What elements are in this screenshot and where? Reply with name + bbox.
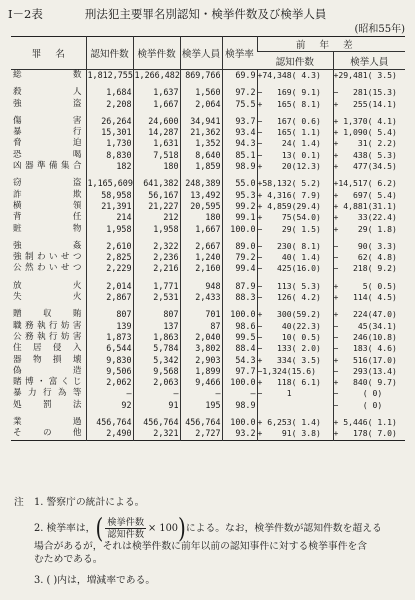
- cell-diff-rec: −1,324(15.6): [257, 366, 333, 377]
- table-row: [11, 241, 405, 252]
- note-2-line3: むためである。: [34, 554, 103, 565]
- crime-name: 賍物: [13, 223, 82, 234]
- cell-rate: 98.9: [222, 161, 257, 172]
- cell-rate: 93.4: [222, 127, 257, 138]
- crime-name: 住居侵入: [13, 343, 82, 354]
- crime-name: その他: [13, 428, 82, 439]
- note-2-tail: による。なお，検挙件数が認知件数を超える: [185, 523, 382, 534]
- cell-persons: 2,064: [180, 99, 222, 110]
- cell-diff-rec: + 4,316( 7.9): [257, 190, 333, 201]
- cell-recognized: 1,812,755: [87, 70, 133, 80]
- crime-name: 処罰法: [13, 399, 82, 410]
- cell-persons: 1,560: [180, 87, 222, 98]
- cell-cleared: 1,863: [133, 332, 180, 343]
- cell-recognized: 214: [86, 212, 133, 223]
- table-row: [11, 366, 405, 377]
- table-row: [11, 99, 405, 110]
- note-2-line2: 場合があるが，それは検挙件数に前年以前の認知事件に対する検挙事件を含: [34, 541, 368, 552]
- cell-rate: 100.0: [222, 224, 257, 235]
- cell-recognized: 456,764: [86, 417, 133, 428]
- cell-persons: 456,764: [180, 417, 222, 428]
- cell-rate: 99.2: [222, 201, 257, 212]
- crime-name: 放火: [13, 280, 82, 291]
- cell-diff-rec: + 75(54.0): [257, 212, 333, 223]
- table-title: [8, 6, 408, 24]
- cell-diff-rec: + 300(59.2): [257, 309, 333, 320]
- crime-name: 脅迫: [13, 138, 82, 149]
- table-row: [11, 281, 405, 292]
- cell-cleared: 807: [133, 309, 180, 320]
- cell-cleared: 180: [133, 161, 180, 172]
- cell-diff-rec: − 29( 1.5): [257, 224, 333, 235]
- cell-diff-per: + 255(14.1): [333, 99, 405, 110]
- cell-diff-rec: − 169( 9.1): [257, 87, 333, 98]
- cell-persons: 87: [180, 321, 222, 332]
- crime-name: 暴力行為等: [13, 388, 82, 399]
- cell-cleared: 2,063: [133, 377, 180, 388]
- crime-name: 総数: [13, 70, 82, 80]
- cell-persons: 21,362: [180, 127, 222, 138]
- cell-persons: 1,859: [180, 161, 222, 172]
- table-row: [11, 332, 405, 343]
- crime-name: 凶器準備集合: [13, 161, 82, 172]
- table-row: [11, 377, 405, 388]
- cell-diff-per: + 5,446( 1.1): [333, 417, 405, 428]
- crime-name: 強姦: [13, 240, 82, 251]
- cell-persons: 2,903: [180, 355, 222, 366]
- table-body: [11, 70, 405, 441]
- header-persons: 検挙人員: [180, 37, 222, 70]
- cell-recognized: 2,062: [86, 377, 133, 388]
- cell-cleared: 5,784: [133, 343, 180, 354]
- crime-name: 器物損壊: [13, 354, 82, 365]
- cell-persons: 180: [180, 212, 222, 223]
- table-row: [11, 161, 405, 172]
- cell-cleared: 456,764: [133, 417, 180, 428]
- cell-diff-rec: + 6,253( 1.4): [257, 417, 333, 428]
- table-row: [11, 292, 405, 303]
- cell-rate: 99.5: [222, 332, 257, 343]
- cell-diff-per: − ( 0): [333, 388, 405, 399]
- cell-rate: 85.1: [222, 150, 257, 161]
- crime-name: 失火: [13, 292, 82, 303]
- cell-rate: 88.3: [222, 292, 257, 303]
- cell-rate: 79.2: [222, 252, 257, 263]
- table-row: [11, 212, 405, 223]
- cell-diff-rec: + 4,859(29.4): [257, 201, 333, 212]
- header-prev-recognized: 認知件数: [257, 52, 333, 70]
- cell-diff-rec: − 167( 0.6): [257, 116, 333, 127]
- table-row: [11, 190, 405, 201]
- table-row: [11, 388, 405, 399]
- header-crime: 罪名: [11, 37, 86, 70]
- cell-rate: 93.7: [222, 116, 257, 127]
- cell-diff-per: + 840( 9.7): [333, 377, 405, 388]
- cell-diff-per: + 1,090( 5.4): [333, 127, 405, 138]
- crime-name: 公務執行妨害: [13, 331, 82, 342]
- cell-cleared: 1,637: [133, 87, 180, 98]
- cell-persons: 869,766: [180, 70, 222, 82]
- cell-rate: 89.0: [222, 241, 257, 252]
- cell-diff-rec: + 165( 8.1): [257, 99, 333, 110]
- cell-rate: 87.9: [222, 281, 257, 292]
- cell-persons: 9,466: [180, 377, 222, 388]
- cell-recognized: 1,165,609: [87, 178, 133, 189]
- cell-diff-rec: + 20(12.3): [257, 161, 333, 172]
- table-row: [11, 150, 405, 161]
- cell-diff-rec: − 425(16.0): [257, 263, 333, 274]
- cell-persons: 948: [180, 281, 222, 292]
- cell-recognized: 2,014: [86, 281, 133, 292]
- table-row: [11, 252, 405, 263]
- cell-rate: 99.1: [222, 212, 257, 223]
- cell-persons: 20,595: [180, 201, 222, 212]
- cell-cleared: —: [133, 388, 180, 399]
- cell-recognized: 15,301: [86, 127, 133, 138]
- cell-cleared: 21,227: [133, 201, 180, 212]
- cell-diff-per: + 5( 0.5): [333, 281, 405, 292]
- cell-persons: 2,727: [180, 428, 222, 440]
- note-1: 1. 警察庁の統計による。: [34, 497, 145, 508]
- formula-denominator: 認知件数: [107, 529, 145, 540]
- table-row: [11, 355, 405, 366]
- cell-recognized: 2,825: [86, 252, 133, 263]
- cell-cleared: 2,216: [133, 263, 180, 274]
- header-prev-year: 前年差: [257, 37, 405, 52]
- cell-rate: 100.0: [222, 377, 257, 388]
- cell-diff-rec: − 113( 5.3): [257, 281, 333, 292]
- cell-diff-per: + 516(17.0): [333, 355, 405, 366]
- cell-cleared: 7,518: [133, 150, 180, 161]
- cell-diff-per: + 29( 1.8): [333, 224, 405, 235]
- table-title-text: 刑法犯主要罪名別認知・検挙件数及び検挙人員: [84, 7, 327, 21]
- cell-diff-per: − 45(34.1): [333, 321, 405, 332]
- cell-recognized: 2,490: [86, 428, 133, 440]
- table-row: [11, 87, 405, 98]
- table-row: [11, 178, 405, 189]
- table-row: [11, 428, 405, 440]
- rate-formula: [105, 517, 146, 540]
- cell-diff-rec: − 40( 1.4): [257, 252, 333, 263]
- table-row: [11, 116, 405, 127]
- cell-diff-per: + 1,370( 4.1): [333, 116, 405, 127]
- cell-diff-rec: + 118( 6.1): [257, 377, 333, 388]
- cell-rate: 97.7: [222, 366, 257, 377]
- cell-diff-rec: − 126( 4.2): [257, 292, 333, 303]
- cell-cleared: 1,771: [133, 281, 180, 292]
- cell-cleared: 1,631: [133, 138, 180, 149]
- cell-rate: 69.9: [222, 70, 257, 82]
- cell-persons: —: [180, 388, 222, 399]
- header-rate: 検挙率: [222, 37, 257, 70]
- cell-cleared: 2,236: [133, 252, 180, 263]
- cell-persons: 2,040: [180, 332, 222, 343]
- note-2-lead: 2. 検挙率は，: [34, 523, 96, 534]
- crime-name: 背任: [13, 212, 82, 223]
- cell-cleared: 2,531: [133, 292, 180, 303]
- table-row: [11, 309, 405, 320]
- cell-diff-per: − 218( 9.2): [333, 263, 405, 274]
- cell-diff-rec: − 230( 8.1): [257, 241, 333, 252]
- cell-cleared: 5,342: [133, 355, 180, 366]
- note-3: 3. ( )内は，増減率である。: [34, 575, 156, 586]
- cell-recognized: 21,391: [86, 201, 133, 212]
- crime-name: 偽造: [13, 365, 82, 376]
- cell-persons: 195: [180, 400, 222, 411]
- cell-persons: 34,941: [180, 116, 222, 127]
- cell-persons: 3,802: [180, 343, 222, 354]
- crime-name: 業過: [13, 417, 82, 428]
- cell-diff-per: + 4,881(31.1): [333, 201, 405, 212]
- cell-rate: 94.3: [222, 138, 257, 149]
- crime-name: 窃盗: [13, 178, 82, 189]
- cell-rate: 55.0: [222, 178, 257, 189]
- cell-recognized: 1,873: [86, 332, 133, 343]
- cell-persons: 701: [180, 309, 222, 320]
- cell-recognized: 2,610: [86, 241, 133, 252]
- cell-diff-per: + 224(47.0): [333, 309, 405, 320]
- table-row: [11, 127, 405, 138]
- cell-diff-rec: +74,348( 4.3): [257, 70, 333, 82]
- cell-recognized: 807: [86, 309, 133, 320]
- header-recognized: 認知件数: [86, 37, 133, 70]
- cell-recognized: 2,229: [86, 263, 133, 274]
- cell-diff-per: +14,517( 6.2): [333, 178, 405, 189]
- cell-diff-rec: − 133( 2.0): [257, 343, 333, 354]
- cell-rate: 75.5: [222, 99, 257, 110]
- crime-name: 恐喝: [13, 149, 82, 160]
- crime-name: 殺人: [13, 87, 82, 98]
- cell-rate: 99.4: [222, 263, 257, 274]
- table-row: [11, 224, 405, 235]
- table-row: [11, 343, 405, 354]
- header-prev-persons: 検挙人員: [333, 52, 405, 70]
- cell-diff-rec: [257, 400, 333, 411]
- cell-rate: 54.3: [222, 355, 257, 366]
- cell-rate: 100.0: [222, 417, 257, 428]
- table-row: [11, 263, 405, 274]
- cell-persons: 1,240: [180, 252, 222, 263]
- formula-numerator: 検挙件数: [107, 517, 145, 528]
- cell-diff-rec: − 10( 0.5): [257, 332, 333, 343]
- formula-multiplier: × 100: [148, 523, 179, 534]
- cell-persons: 2,160: [180, 263, 222, 274]
- table-row: [11, 417, 405, 428]
- cell-cleared: 56,167: [133, 190, 180, 201]
- cell-persons: 1,352: [180, 138, 222, 149]
- cell-rate: 93.2: [222, 428, 257, 440]
- notes-tag: 注: [14, 497, 24, 508]
- crime-name: 強制わいせつ: [13, 252, 82, 263]
- crime-name: 強盗: [13, 98, 82, 109]
- cell-rate: 98.6: [222, 321, 257, 332]
- cell-diff-rec: − 13( 0.1): [257, 150, 333, 161]
- table-number: I－2表: [8, 7, 43, 21]
- table-row: [11, 400, 405, 411]
- cell-rate: 88.4: [222, 343, 257, 354]
- cell-cleared: 1,958: [133, 224, 180, 235]
- cell-cleared: 14,287: [133, 127, 180, 138]
- table-row: [11, 138, 405, 149]
- table-row: [11, 321, 405, 332]
- cell-diff-per: − ( 0): [333, 400, 405, 411]
- cell-diff-per: +29,481( 3.5): [333, 70, 405, 82]
- cell-recognized: 2,867: [86, 292, 133, 303]
- cell-recognized: 26,264: [86, 116, 133, 127]
- cell-recognized: 1,684: [86, 87, 133, 98]
- cell-persons: 1,899: [180, 366, 222, 377]
- cell-persons: 2,667: [180, 241, 222, 252]
- cell-diff-per: − 293(13.4): [333, 366, 405, 377]
- crime-name: 傷害: [13, 115, 82, 126]
- cell-diff-per: + 31( 2.2): [333, 138, 405, 149]
- cell-cleared: 24,600: [133, 116, 180, 127]
- cell-diff-per: + 114( 4.5): [333, 292, 405, 303]
- cell-persons: 1,667: [180, 224, 222, 235]
- cell-recognized: 9,830: [86, 355, 133, 366]
- cell-cleared: 9,568: [133, 366, 180, 377]
- cell-recognized: 1,730: [86, 138, 133, 149]
- crime-name: 詐欺: [13, 189, 82, 200]
- cell-diff-rec: − 1: [257, 388, 333, 399]
- cell-diff-per: + 477(34.5): [333, 161, 405, 172]
- crime-statistics-table: [11, 36, 405, 441]
- crime-name: 暴行: [13, 127, 82, 138]
- header-cleared: 検挙件数: [133, 37, 180, 70]
- cell-diff-rec: − 24( 1.4): [257, 138, 333, 149]
- cell-rate: 97.2: [222, 87, 257, 98]
- cell-cleared: 212: [133, 212, 180, 223]
- cell-recognized: 8,830: [86, 150, 133, 161]
- cell-recognized: 6,544: [86, 343, 133, 354]
- crime-name: 公然わいせつ: [13, 263, 82, 274]
- cell-diff-per: − 62( 4.8): [333, 252, 405, 263]
- cell-cleared: 2,321: [133, 428, 180, 440]
- cell-diff-rec: − 165( 1.1): [257, 127, 333, 138]
- cell-diff-rec: +58,132( 5.2): [257, 178, 333, 189]
- cell-persons: 8,640: [180, 150, 222, 161]
- cell-diff-per: + 697( 5.4): [333, 190, 405, 201]
- cell-recognized: 139: [86, 321, 133, 332]
- cell-recognized: 2,208: [86, 99, 133, 110]
- year-note: (昭和55年): [354, 24, 405, 35]
- cell-recognized: 182: [86, 161, 133, 172]
- cell-cleared: 641,382: [133, 178, 180, 189]
- cell-rate: 100.0: [222, 309, 257, 320]
- cell-cleared: 137: [133, 321, 180, 332]
- cell-rate: 98.9: [222, 400, 257, 411]
- cell-cleared: 91: [133, 400, 180, 411]
- cell-recognized: 9,506: [86, 366, 133, 377]
- cell-diff-per: − 183( 4.6): [333, 343, 405, 354]
- cell-persons: 2,433: [180, 292, 222, 303]
- cell-recognized: 92: [86, 400, 133, 411]
- cell-recognized: —: [86, 388, 133, 399]
- cell-cleared: 2,322: [133, 241, 180, 252]
- table-row: [11, 201, 405, 212]
- cell-persons: 248,389: [180, 178, 222, 189]
- table-row: [11, 70, 405, 82]
- crime-name: 贈収賄: [13, 309, 82, 320]
- cell-diff-per: + 178( 7.0): [333, 428, 405, 440]
- cell-diff-rec: − 40(22.3): [257, 321, 333, 332]
- cell-cleared: 1,667: [133, 99, 180, 110]
- cell-cleared: 1,266,482: [134, 70, 180, 80]
- crime-name: 職務執行妨害: [13, 320, 82, 331]
- cell-diff-per: − 246(10.8): [333, 332, 405, 343]
- cell-diff-rec: + 91( 3.8): [257, 428, 333, 440]
- cell-recognized: 58,958: [86, 190, 133, 201]
- cell-diff-per: + 33(22.4): [333, 212, 405, 223]
- cell-diff-per: − 281(15.3): [333, 87, 405, 98]
- crime-name: 賭博・富くじ: [13, 377, 82, 388]
- cell-rate: 95.3: [222, 190, 257, 201]
- cell-persons: 13,492: [180, 190, 222, 201]
- cell-rate: —: [222, 388, 257, 399]
- cell-diff-rec: + 334( 3.5): [257, 355, 333, 366]
- crime-name: 横領: [13, 200, 82, 211]
- cell-diff-per: − 90( 3.3): [333, 241, 405, 252]
- cell-diff-per: + 438( 5.3): [333, 150, 405, 161]
- cell-recognized: 1,958: [86, 224, 133, 235]
- notes: 注 1. 警察庁の統計による。 2. 検挙率は，( $\frac{\text{検挙件数}}{\text{認知件数}}$ × 100)による。なお，検挙件数が認知件数を超える 場合があるが，それは検挙件数に前年以前の認知事件に対する検挙事件を含 むためである。 3. ( )内は，増減率である。: [14, 497, 382, 586]
